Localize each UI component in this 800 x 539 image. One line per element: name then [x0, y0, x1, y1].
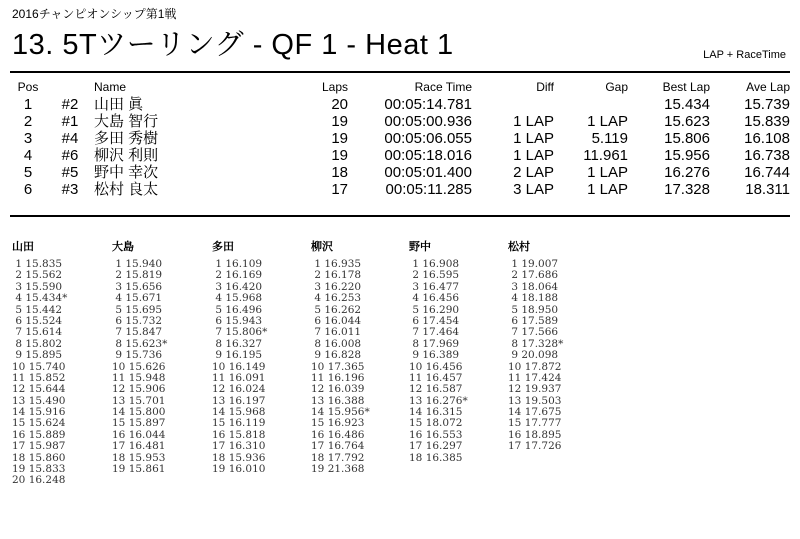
- cell-ave-lap: 16.744: [744, 164, 790, 181]
- cell-car-number: #4: [61, 130, 79, 147]
- lap-time-entry: 17 16.297: [409, 440, 463, 453]
- cell-best-lap: 15.806: [664, 130, 710, 147]
- cell-laps: 19: [331, 130, 348, 147]
- cell-driver-name: 野中 幸次: [94, 164, 159, 181]
- lap-time-entry: 9 15.736: [112, 349, 163, 362]
- lap-time-entry: 16 15.818: [212, 428, 266, 441]
- lap-time-entry: 10 16.149: [212, 360, 266, 373]
- lap-time-entry: 15 17.777: [508, 417, 562, 430]
- lap-time-entry: 14 16.315: [409, 406, 463, 419]
- lap-time-entry: 4 18.188: [508, 292, 559, 305]
- lap-time-entry: 13 16.388: [311, 394, 365, 407]
- lap-time-entry: 1 15.835: [12, 258, 63, 270]
- cell-gap: 1 LAP: [587, 181, 628, 198]
- lap-time-entry: 10 15.626: [112, 360, 166, 373]
- cell-driver-name: 多田 秀樹: [94, 130, 159, 147]
- cell-race-time: 00:05:01.400: [384, 164, 472, 181]
- cell-diff: 2 LAP: [513, 164, 554, 181]
- lap-time-entry: 11 16.457: [409, 371, 463, 384]
- lap-time-entry: 9 16.195: [212, 349, 263, 362]
- cell-car-number: #3: [61, 181, 79, 198]
- table-row: [10, 181, 790, 198]
- cell-laps: 18: [331, 164, 348, 181]
- cell-best-lap: 15.956: [664, 147, 710, 164]
- cell-race-time: 00:05:14.781: [384, 96, 472, 113]
- cell-driver-name: 松村 良太: [94, 181, 159, 198]
- cell-diff: 1 LAP: [513, 147, 554, 164]
- lap-time-entry: 4 15.434*: [12, 292, 68, 305]
- lap-column-driver: 山田: [12, 241, 34, 253]
- cell-position: 3: [23, 130, 33, 147]
- lap-time-entry: 11 15.948: [112, 371, 166, 384]
- col-pos: Pos: [17, 80, 39, 94]
- cell-ave-lap: 15.839: [744, 113, 790, 130]
- table-row: [10, 96, 790, 113]
- col-gap: Gap: [605, 80, 628, 94]
- lap-time-entry: 18 15.860: [12, 451, 66, 464]
- lap-time-entry: 5 16.290: [409, 303, 460, 316]
- lap-time-entry: 12 15.644: [12, 383, 66, 396]
- cell-gap: 1 LAP: [587, 113, 628, 130]
- lap-time-entry: 5 15.442: [12, 303, 63, 316]
- cell-laps: 19: [331, 113, 348, 130]
- lap-column: [12, 241, 67, 486]
- lap-time-entry: 7 15.614: [12, 326, 63, 339]
- lap-column-driver: 柳沢: [311, 241, 333, 253]
- lap-time-entry: 17 16.310: [212, 440, 266, 453]
- lap-time-entry: 13 16.197: [212, 394, 266, 407]
- cell-position: 1: [23, 96, 33, 113]
- table-row: [10, 147, 790, 164]
- lap-time-entry: 5 15.695: [112, 303, 163, 316]
- cell-laps: 19: [331, 147, 348, 164]
- lap-time-entry: 8 15.623*: [112, 337, 168, 350]
- top-divider: [10, 71, 790, 73]
- lap-time-entry: 8 15.802: [12, 337, 63, 350]
- table-row: [10, 164, 790, 181]
- table-row: [10, 130, 790, 147]
- lap-column-driver: 野中: [409, 241, 431, 253]
- lap-time-entry: 3 18.064: [508, 280, 559, 293]
- lap-time-entry: 15 16.119: [212, 417, 266, 430]
- cell-diff: [472, 96, 554, 113]
- lap-time-entry: 4 15.671: [112, 292, 163, 305]
- cell-driver-name: 山田 眞: [94, 96, 144, 113]
- lap-time-entry: 16 16.553: [409, 428, 463, 441]
- lap-column: [212, 241, 267, 474]
- lap-time-entry: 1 19.007: [508, 258, 559, 270]
- lap-time-entry: 9 20.098: [508, 349, 559, 362]
- lap-time-entry: 8 17.328*: [508, 337, 564, 350]
- lap-time-entry: 2 16.595: [409, 269, 460, 282]
- lap-column: [311, 241, 370, 474]
- lap-time-entry: 3 15.656: [112, 280, 163, 293]
- lap-time-entry: 3 16.477: [409, 280, 460, 293]
- lap-time-entry: 16 16.044: [112, 428, 166, 441]
- lap-time-entry: 19 15.833: [12, 463, 66, 476]
- lap-time-entry: 19 21.368: [311, 463, 365, 476]
- lap-time-entry: 19 15.861: [112, 463, 166, 476]
- lap-time-entry: 11 15.852: [12, 371, 66, 384]
- lap-time-entry: 4 16.456: [409, 292, 460, 305]
- bottom-divider: [10, 215, 790, 217]
- cell-gap: 5.119: [591, 130, 628, 147]
- lap-time-entry: 3 15.590: [12, 280, 63, 293]
- lap-column: [508, 241, 563, 452]
- lap-time-entry: 11 17.424: [508, 371, 562, 384]
- lap-time-entry: 13 19.503: [508, 394, 562, 407]
- col-ave-lap: Ave Lap: [746, 80, 790, 94]
- lap-time-entry: 9 16.389: [409, 349, 460, 362]
- lap-time-entry: 15 15.897: [112, 417, 166, 430]
- lap-time-entry: 16 16.486: [311, 428, 365, 441]
- lap-column: [112, 241, 167, 474]
- col-laps: Laps: [321, 80, 348, 94]
- lap-time-entry: 10 17.365: [311, 360, 365, 373]
- lap-time-entry: 14 15.916: [12, 406, 66, 419]
- cell-car-number: #1: [61, 113, 79, 130]
- lap-time-entry: 14 15.956*: [311, 406, 370, 419]
- cell-position: 6: [23, 181, 33, 198]
- cell-car-number: #5: [61, 164, 79, 181]
- lap-time-entry: 7 16.011: [311, 326, 362, 339]
- lap-time-entry: 3 16.220: [311, 280, 362, 293]
- cell-gap: 11.961: [583, 147, 628, 164]
- lap-time-entry: 10 16.456: [409, 360, 463, 373]
- lap-time-entry: 2 17.686: [508, 269, 559, 282]
- lap-time-entry: 1 15.940: [112, 258, 163, 270]
- cell-race-time: 00:05:18.016: [384, 147, 472, 164]
- lap-time-entry: 17 15.987: [12, 440, 66, 453]
- cell-ave-lap: 16.108: [744, 130, 790, 147]
- lap-time-entry: 7 15.847: [112, 326, 163, 339]
- lap-time-entry: 9 16.828: [311, 349, 362, 362]
- col-diff: Diff: [536, 80, 554, 94]
- lap-time-entry: 1 16.109: [212, 258, 263, 270]
- lap-time-entry: 5 16.262: [311, 303, 362, 316]
- cell-laps: 20: [331, 96, 348, 113]
- lap-column: [409, 241, 468, 463]
- cell-ave-lap: 16.738: [744, 147, 790, 164]
- lap-time-entry: 11 16.091: [212, 371, 266, 384]
- cell-position: 5: [23, 164, 33, 181]
- lap-time-entry: 17 17.726: [508, 440, 562, 453]
- lap-time-entry: 7 15.806*: [212, 326, 268, 339]
- lap-time-entry: 6 15.732: [112, 314, 163, 327]
- lap-time-entry: 12 16.039: [311, 383, 365, 396]
- col-name: Name: [94, 80, 127, 94]
- lap-time-entry: 14 15.968: [212, 406, 266, 419]
- format-badge: LAP + RaceTime: [703, 49, 786, 61]
- results-header-row: [10, 78, 790, 96]
- cell-best-lap: 16.276: [664, 164, 710, 181]
- lap-time-entry: 15 18.072: [409, 417, 463, 430]
- cell-diff: 3 LAP: [513, 181, 554, 198]
- lap-time-entry: 7 17.464: [409, 326, 460, 339]
- lap-time-entry: 2 16.169: [212, 269, 263, 282]
- lap-time-entry: 10 17.872: [508, 360, 562, 373]
- lap-time-entry: 6 15.524: [12, 314, 63, 327]
- lap-time-entry: 16 18.895: [508, 428, 562, 441]
- cell-best-lap: 15.623: [664, 113, 710, 130]
- cell-ave-lap: 15.739: [744, 96, 790, 113]
- col-best-lap: Best Lap: [662, 80, 710, 94]
- lap-time-entry: 1 16.935: [311, 258, 362, 270]
- lap-time-entry: 14 17.675: [508, 406, 562, 419]
- lap-time-entry: 18 15.936: [212, 451, 266, 464]
- col-race-time: Race Time: [414, 80, 472, 94]
- cell-car-number: #2: [61, 96, 79, 113]
- lap-time-entry: 18 17.792: [311, 451, 365, 464]
- cell-ave-lap: 18.311: [745, 181, 790, 198]
- lap-time-entry: 14 15.800: [112, 406, 166, 419]
- lap-time-entry: 3 16.420: [212, 280, 263, 293]
- lap-time-entry: 1 16.908: [409, 258, 460, 270]
- lap-time-entry: 5 18.950: [508, 303, 559, 316]
- lap-time-entry: 17 16.764: [311, 440, 365, 453]
- lap-time-entry: 2 16.178: [311, 269, 362, 282]
- lap-time-entry: 11 16.196: [311, 371, 365, 384]
- lap-column-driver: 大島: [112, 241, 134, 253]
- lap-time-entry: 18 15.953: [112, 451, 166, 464]
- cell-car-number: #6: [61, 147, 79, 164]
- lap-time-entry: 7 17.566: [508, 326, 559, 339]
- cell-position: 2: [23, 113, 33, 130]
- lap-time-entry: 15 15.624: [12, 417, 66, 430]
- lap-time-entry: 4 15.968: [212, 292, 263, 305]
- lap-time-entry: 12 15.906: [112, 383, 166, 396]
- cell-best-lap: 17.328: [664, 181, 710, 198]
- cell-race-time: 00:05:00.936: [384, 113, 472, 130]
- cell-gap: [554, 96, 628, 113]
- lap-time-entry: 12 16.587: [409, 383, 463, 396]
- lap-time-entry: 6 17.454: [409, 314, 460, 327]
- lap-time-entry: 13 16.276*: [409, 394, 468, 407]
- lap-time-entry: 17 16.481: [112, 440, 166, 453]
- lap-time-entry: 16 15.889: [12, 428, 66, 441]
- results-table: [10, 78, 790, 198]
- cell-laps: 17: [331, 181, 348, 198]
- lap-time-entry: 8 16.008: [311, 337, 362, 350]
- lap-time-entry: 9 15.895: [12, 349, 63, 362]
- lap-column-driver: 多田: [212, 241, 234, 253]
- cell-diff: 1 LAP: [513, 113, 554, 130]
- lap-time-entry: 12 16.024: [212, 383, 266, 396]
- cell-driver-name: 柳沢 利則: [94, 147, 159, 164]
- lap-time-entry: 6 16.044: [311, 314, 362, 327]
- lap-time-entry: 20 16.248: [12, 474, 66, 487]
- lap-time-entry: 13 15.490: [12, 394, 66, 407]
- cell-gap: 1 LAP: [587, 164, 628, 181]
- lap-time-entry: 6 17.589: [508, 314, 559, 327]
- lap-column-driver: 松村: [508, 241, 530, 253]
- cell-race-time: 00:05:06.055: [384, 130, 472, 147]
- table-row: [10, 113, 790, 130]
- lap-time-entry: 19 16.010: [212, 463, 266, 476]
- cell-driver-name: 大島 智行: [94, 113, 159, 130]
- lap-time-entry: 15 16.923: [311, 417, 365, 430]
- cell-diff: 1 LAP: [513, 130, 554, 147]
- lap-time-entry: 5 16.496: [212, 303, 263, 316]
- page-title: 13. 5Tツーリング - QF 1 - Heat 1: [12, 29, 454, 61]
- lap-time-entry: 18 16.385: [409, 451, 463, 464]
- lap-time-entry: 2 15.819: [112, 269, 163, 282]
- lap-time-entry: 8 17.969: [409, 337, 460, 350]
- cell-position: 4: [23, 147, 33, 164]
- lap-time-entry: 10 15.740: [12, 360, 66, 373]
- lap-time-entry: 8 16.327: [212, 337, 263, 350]
- lap-time-entry: 13 15.701: [112, 394, 166, 407]
- cell-best-lap: 15.434: [664, 96, 710, 113]
- cell-race-time: 00:05:11.285: [385, 181, 472, 198]
- lap-time-entry: 12 19.937: [508, 383, 562, 396]
- lap-time-entry: 2 15.562: [12, 269, 63, 282]
- lap-time-entry: 6 15.943: [212, 314, 263, 327]
- lap-time-entry: 4 16.253: [311, 292, 362, 305]
- event-name: 2016チャンピオンシップ第1戦: [12, 7, 177, 21]
